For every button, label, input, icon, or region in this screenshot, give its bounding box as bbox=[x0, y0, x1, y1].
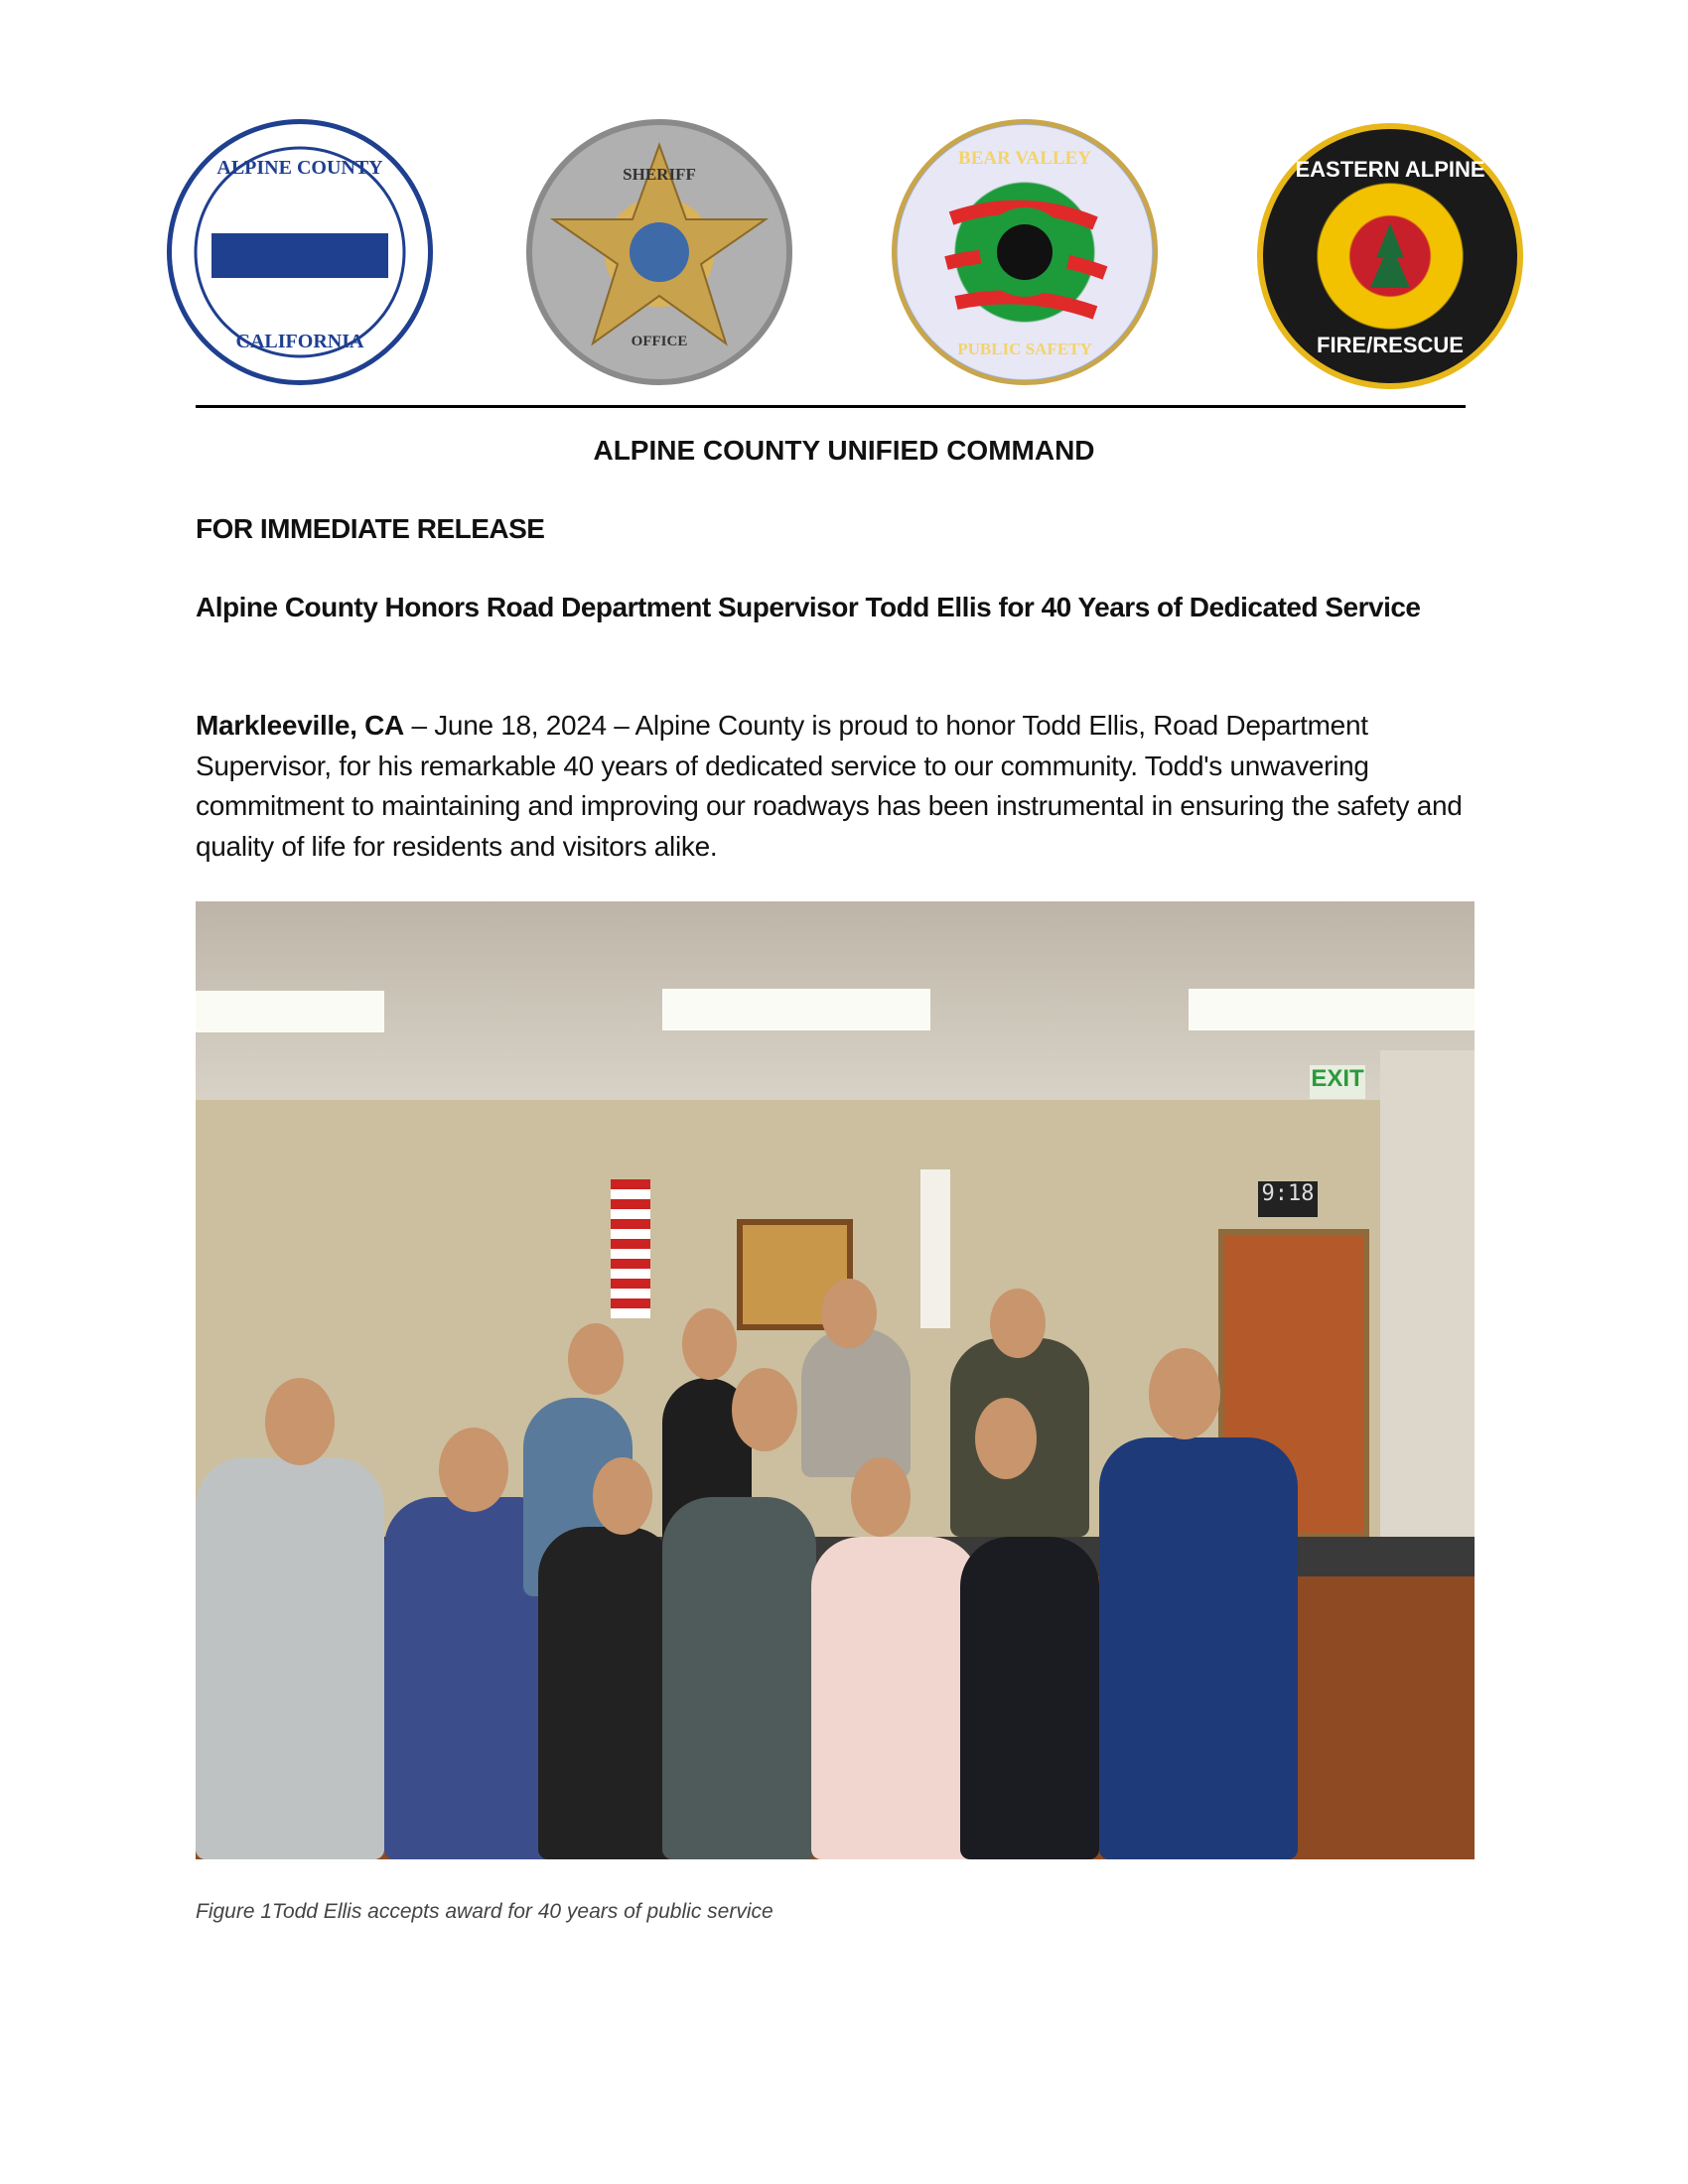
svg-text:OFFICE: OFFICE bbox=[631, 334, 688, 349]
eastern-alpine-fire-rescue-logo bbox=[1257, 123, 1523, 389]
svg-text:ALPINE COUNTY: ALPINE COUNTY bbox=[216, 157, 383, 179]
bear-valley-public-safety-logo bbox=[892, 119, 1158, 385]
wall-clock: 9:18 bbox=[1258, 1181, 1318, 1217]
figure-caption: Figure 1Todd Ellis accepts award for 40 years of public service bbox=[196, 1900, 774, 1923]
svg-text:PUBLIC SAFETY: PUBLIC SAFETY bbox=[957, 340, 1092, 358]
award-photo bbox=[196, 901, 1475, 1859]
headline: Alpine County Honors Road Department Supervisor Todd Ellis for 40 Years of Dedicated Service bbox=[196, 592, 1421, 622]
alpine-county-seal-logo bbox=[167, 119, 433, 385]
exit-sign: EXIT bbox=[1310, 1065, 1365, 1099]
svg-text:CALIFORNIA: CALIFORNIA bbox=[235, 331, 364, 352]
body-paragraph bbox=[196, 706, 1477, 867]
svg-text:FIRE/RESCUE: FIRE/RESCUE bbox=[1317, 333, 1464, 357]
header-divider bbox=[196, 405, 1466, 408]
sheriff-badge-logo bbox=[526, 119, 792, 385]
page-title: ALPINE COUNTY UNIFIED COMMAND bbox=[593, 435, 1095, 466]
dateline: Markleeville, CA bbox=[196, 710, 404, 741]
svg-text:SHERIFF: SHERIFF bbox=[623, 165, 696, 184]
svg-text:BEAR VALLEY: BEAR VALLEY bbox=[958, 148, 1091, 169]
body-text: – June 18, 2024 – Alpine County is proud to honor Todd Ellis, Road Department Supervisor, for his remarkable 40 years of dedicated service to our community. Todd's unwavering commitment to maintaining and improving our roadways has been instrumental in ensuring the safety and quality of life for residents and visitors alike. bbox=[196, 710, 1463, 862]
release-label: FOR IMMEDIATE RELEASE bbox=[196, 513, 545, 544]
svg-text:EASTERN ALPINE: EASTERN ALPINE bbox=[1295, 157, 1485, 182]
